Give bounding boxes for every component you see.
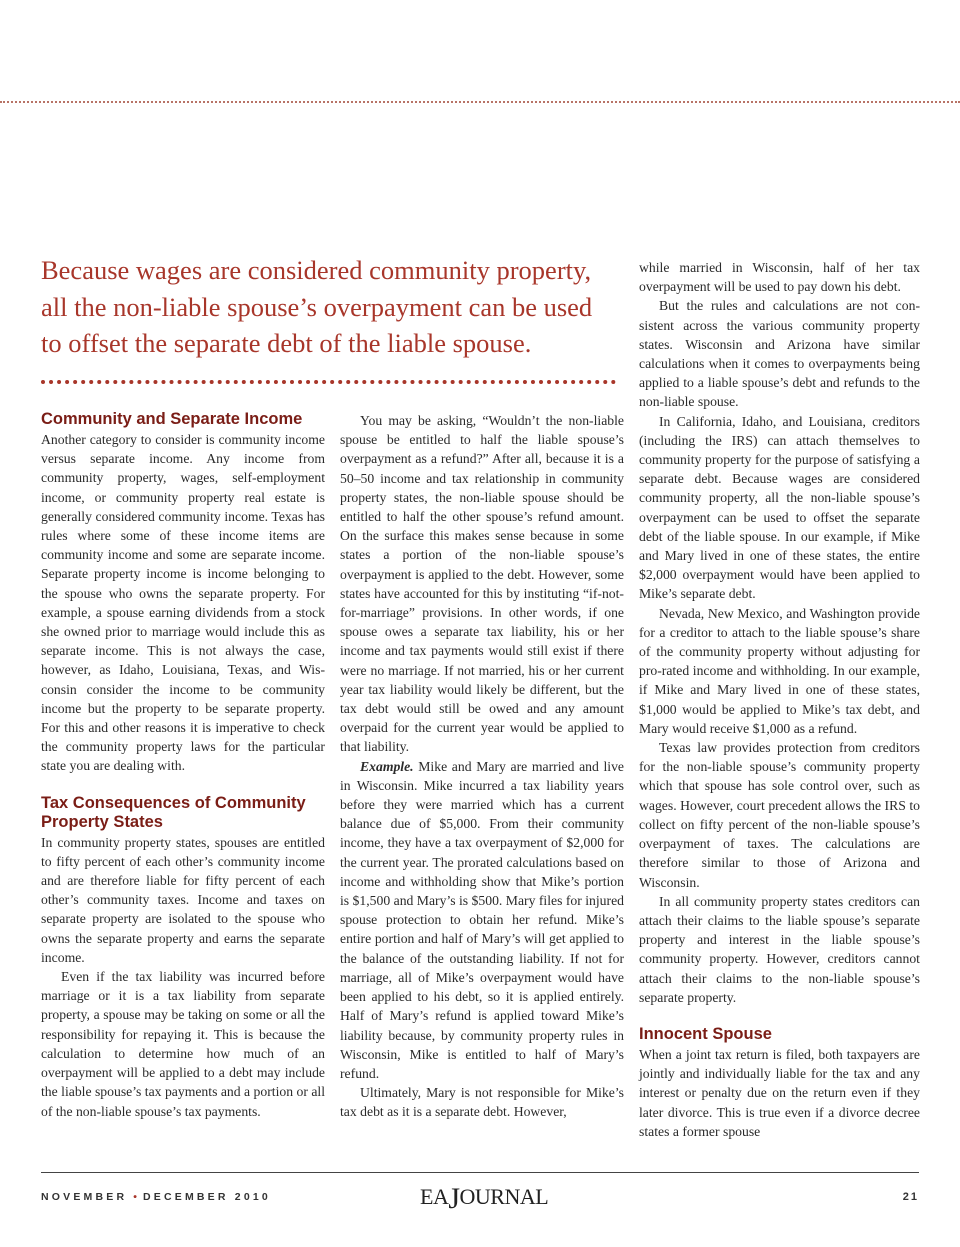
logo-rest: OURNAL: [459, 1184, 549, 1209]
footer-issue-date: [41, 1191, 271, 1203]
pull-quote-dotted-rule: [41, 380, 616, 384]
ea-journal-logo: [420, 1182, 548, 1216]
heading-innocent-spouse: Innocent Spouse: [639, 1024, 772, 1043]
top-dotted-rule: [0, 101, 960, 103]
example-text: Mike and Mary are married and live in Wisconsin. Mike incurred a tax liability years before they were married which has a current balance due of $5,000. From their community income, they have a tax overpayment of $2,000 for the current year. The prorated calculations based on income and withholding show that Mike’s portion is $1,500 and Mary’s is $500. Mary files for injured spouse protection to obtain her refund. Mike’s entire portion and half of Mary’s will get applied to the balance of the outstanding liability. If not for marriage, all of Mike’s overpayment would have been applied to his debt, so it is applied entirely. Half of Mary’s refund is applied toward Mike’s liability because, by community property rules in Wisconsin, Mike is entitled to half of Mary’s refund.: [340, 758, 624, 1081]
paragraph: You may be asking, “Wouldn’t the non-liable spouse be entitled to half the liable spouse’s overpayment as a refund?” After all, because it is a 50–50 income and tax relationship in community property states, the non-liable spouse should be entitled to half the other spouse’s refund amount. On the surface this makes sense because in some states a portion of the non-liable spouse’s overpayment is applied to the debt. However, some states have accounted for this by instituting “if-not-for-marriage” provisions. In other words, if one spouse owes a separate tax liability, his or her income and tax payments would still exist if there were no marriage. If not married, his or her current year tax liability would likely be different, but the tax debt would still be owed and any amount overpaid for the current year would be applied to that liability.: [340, 413, 624, 755]
paragraph: In all community property states creditors can attach their claims to the liable spouse’s separate property and interest in the liable spouse’s community property. However, creditors cannot attach their claims to the non-liable spouse’s separate property.: [639, 893, 920, 1005]
pull-quote: Because wages are considered community property, all the non-liable spouse’s overpayment can be used to offset the separate debt of the liable spouse.: [41, 255, 593, 358]
column-3: [639, 258, 920, 1141]
column-2: [340, 411, 624, 1122]
logo-j: J: [448, 1182, 460, 1215]
paragraph: while married in Wisconsin, half of her tax overpayment will be used to pay down his debt.: [639, 260, 920, 295]
footer-month-1: NOVEMBER: [41, 1191, 128, 1203]
paragraph: Another category to consider is community income versus separate income. Any income from community property, wages, self-employment income, or community property real estate is generally considered community income. Texas has rules where some of these income items are community income and some are separate income. Separate property income is income belonging to the spouse who owns the separate property. For example, a spouse earning dividends from a stock she owned prior to marriage would include this as separate income. This is not always the case, however, as Idaho, Louisiana, Texas, and Wisconsin consider the income to be community income but the property to be separate property. For this and other reasons it is imperative to check the community property laws for the particular state you are dealing with.: [41, 432, 325, 774]
footer-rule: [41, 1172, 919, 1173]
paragraph: Texas law provides protection from creditors for the non-liable spouse’s community property which that spouse has sole control over, such as wages. However, court precedent allows the IRS to collect on fifty percent of the non-liable spouse’s overpayment of taxes. The calculations are therefore similar to those of Arizona and Wisconsin.: [639, 740, 920, 890]
page-number: 21: [902, 1191, 919, 1203]
heading-community-income: Community and Separate Income: [41, 410, 303, 428]
paragraph: Even if the tax liability was incurred before marriage or it is a tax liability from separate property, a spouse may be taking on some or all the responsibility for repaying it. This is because the calculation to determine how much of an overpayment will be applied to a debt may include the liable spouse’s tax payments and a portion or all of the non-liable spouse’s tax payments.: [41, 969, 325, 1119]
paragraph: In California, Idaho, and Louisiana, creditors (including the IRS) can attach themselves to community property for the purpose of satisfying a separate debt. Because wages are considered community property, all the non-liable spouse’s overpayment can be used to offset the separate debt of the liable spouse. In our example, if Mike and Mary lived in one of these states, the entire $2,000 overpayment would have been applied to Mike’s separate debt.: [639, 413, 920, 602]
paragraph: When a joint tax return is filed, both taxpayers are jointly and individually liable for the tax and any interest or penalty due on the return even if they later divorce. This is true even if a divorce decree states a former spouse: [639, 1046, 920, 1139]
example-paragraph: [340, 757, 624, 1083]
example-label: Example.: [360, 758, 414, 774]
footer-year: 2010: [234, 1191, 271, 1203]
paragraph: Nevada, New Mexico, and Washington provide for a creditor to attach to the liable spouse’s share of the community property without adjusting for pro-rated income and withholding. In our example, if Mike and Mary lived in one of these states, $1,000 would be applied to Mike’s tax debt, and Mary would receive $1,000 as a refund.: [639, 605, 920, 736]
paragraph: But the rules and calculations are not consistent across the various community property states. Wisconsin and Arizona have similar calculations when it comes to overpayments being applied to a liable spouse’s debt and refunds to the non-liable spouse.: [639, 298, 920, 410]
paragraph: Ultimately, Mary is not responsible for Mike’s tax debt as it is a separate debt. However,: [340, 1085, 624, 1120]
heading-tax-consequences: Tax Consequences of Community Property States: [41, 793, 306, 831]
footer-separator: •: [133, 1191, 137, 1203]
paragraph: In community property states, spouses are entitled to fifty percent of each other’s community income and are therefore liable for fifty percent of each other’s community taxes. Income and taxes on separate property are isolated to the spouse who owns the separate property and earns the separate income.: [41, 834, 325, 965]
footer-month-2: DECEMBER: [142, 1191, 229, 1203]
column-1: [41, 410, 325, 1121]
logo-ea: EA: [420, 1184, 449, 1209]
